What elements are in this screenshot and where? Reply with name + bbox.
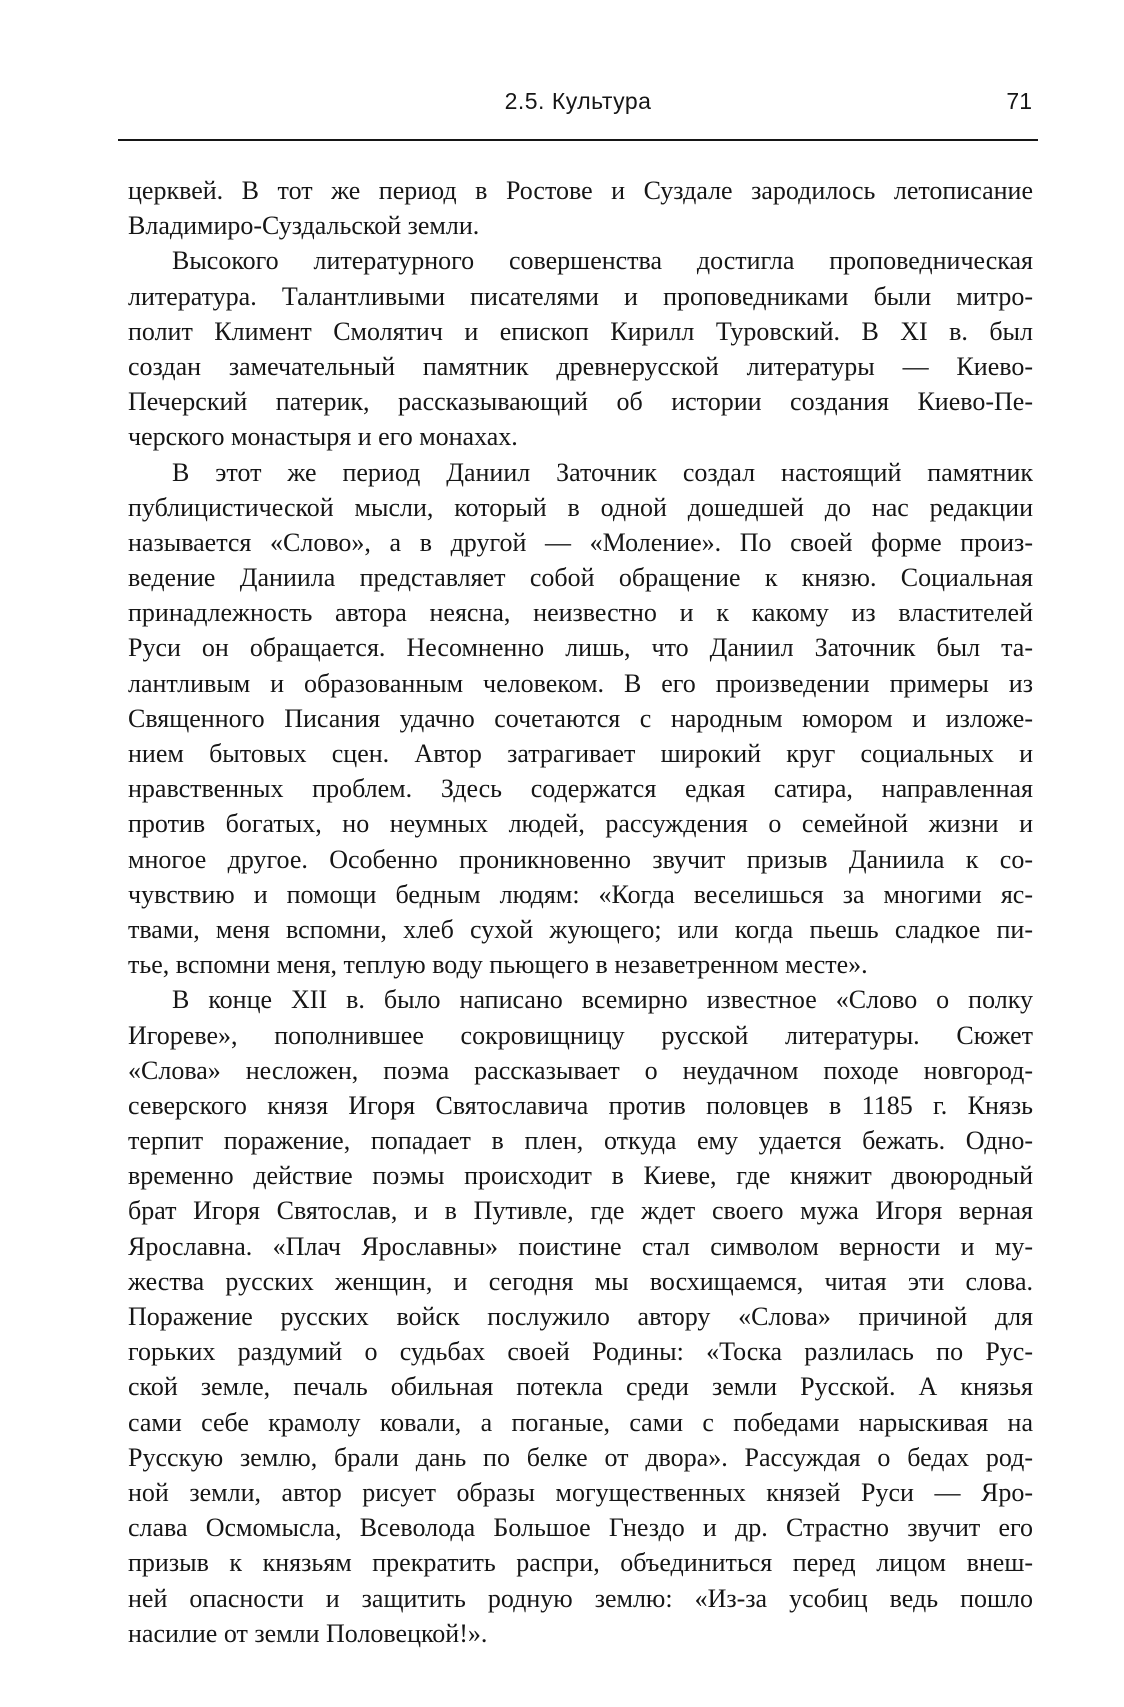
text-line: ной земли, автор рисует образы могущественных князей Руси — Яро-: [128, 1477, 1033, 1507]
text-line: северского князя Игоря Святославича против половцев в 1185 г. Князь: [128, 1090, 1033, 1120]
text-line: терпит поражение, попадает в плен, откуда ему удается бежать. Одно-: [128, 1126, 1033, 1156]
text-line: ведение Даниила представляет собой обращение к князю. Социальная: [128, 563, 1033, 593]
text-line: жества русских женщин, и сегодня мы восхищаемся, читая эти слова.: [128, 1266, 1033, 1296]
text-line: В конце XII в. было написано всемирно известное «Слово о полку: [172, 985, 1033, 1015]
text-line: церквей. В тот же период в Ростове и Суздале зародилось летописание: [128, 176, 1033, 205]
text-line: публицистической мысли, который в одной дошедшей до нас редакции: [128, 492, 1033, 522]
text-line: сами себе крамолу ковали, а поганые, сами с победами нарыскивая на: [128, 1407, 1033, 1437]
text-line: Поражение русских войск послужило автору «Слова» причиной для: [128, 1302, 1033, 1331]
text-line: Владимиро-Суздальской земли.: [128, 211, 480, 241]
text-line: горьких раздумий о судьбах своей Родины: «Тоска разлилась по Рус-: [128, 1337, 1033, 1367]
paragraph: [128, 982, 1033, 1651]
section-title: 2.5. Культура: [504, 88, 652, 114]
text-line: насилие от земли Половецкой!».: [128, 1618, 488, 1648]
text-line: полит Климент Смолятич и епископ Кирилл Туровский. В XI в. был: [128, 316, 1033, 346]
text-line: призыв к князьям прекратить распри, объединиться перед лицом внеш-: [128, 1548, 1033, 1578]
text-line: Печерский патерик, рассказывающий об истории создания Киево-Пе-: [128, 387, 1033, 417]
paragraph: [128, 455, 1033, 983]
text-line: «Слова» несложен, поэма рассказывает о неудачном походе новгород-: [128, 1055, 1033, 1085]
text-line: В этот же период Даниил Заточник создал настоящий памятник: [172, 457, 1033, 487]
text-line: временно действие поэмы происходит в Киеве, где княжит двоюродный: [128, 1161, 1033, 1191]
running-head: [118, 88, 1038, 128]
text-line: нравственных проблем. Здесь содержатся едкая сатира, направленная: [128, 774, 1033, 804]
text-line: Священного Писания удачно сочетаются с народным юмором и изложе-: [128, 703, 1033, 733]
text-line: многое другое. Особенно проникновенно звучит призыв Даниила к со-: [128, 844, 1033, 874]
text-line: лантливым и образованным человеком. В его произведении примеры из: [128, 668, 1033, 698]
text-line: Ярославна. «Плач Ярославны» поистине стал символом верности и му-: [128, 1231, 1033, 1261]
text-line: тье, вспомни меня, теплую воду пьющего в незаветренном месте».: [128, 950, 868, 980]
text-line: Руси он обращается. Несомненно лишь, что Даниил Заточник был та-: [128, 633, 1033, 663]
text-line: создан замечательный памятник древнерусской литературы — Киево-: [128, 351, 1033, 381]
text-line: чувствию и помощи бедным людям: «Когда веселишься за многими яс-: [128, 879, 1033, 909]
text-line: ской земле, печаль обильная потекла среди земли Русской. А князья: [128, 1372, 1033, 1402]
page-number: 71: [1006, 88, 1032, 114]
text-line: твами, меня вспомни, хлеб сухой жующего; или когда пьешь сладкое пи-: [128, 914, 1033, 944]
text-line: называется «Слово», а в другой — «Моление». По своей форме произ-: [128, 527, 1033, 557]
text-line: Игореве», пополнившее сокровищницу русской литературы. Сюжет: [128, 1020, 1033, 1050]
text-line: Русскую землю, брали дань по белке от двора». Рассуждая о бедах род-: [128, 1442, 1033, 1472]
text-line: литература. Талантливыми писателями и проповедниками были митро-: [128, 281, 1033, 311]
text-line: черского монастыря и его монахах.: [128, 422, 518, 452]
text-line: Высокого литературного совершенства достигла проповедническая: [172, 246, 1033, 276]
paragraph: [128, 173, 1033, 243]
text-line: слава Осмомысла, Всеволода Большое Гнездо и др. Страстно звучит его: [128, 1513, 1033, 1543]
text-line: нием бытовых сцен. Автор затрагивает широкий круг социальных и: [128, 739, 1033, 768]
text-line: против богатых, но неумных людей, рассуждения о семейной жизни и: [128, 809, 1033, 839]
text-line: брат Игоря Святослав, и в Путивле, где ждет своего мужа Игоря верная: [128, 1196, 1033, 1226]
text-line: принадлежность автора неясна, неизвестно и к какому из властителей: [128, 598, 1033, 628]
text-line: ней опасности и защитить родную землю: «Из-за усобиц ведь пошло: [128, 1583, 1033, 1613]
header-rule: [118, 139, 1038, 141]
body-text: [128, 173, 1033, 1651]
paragraph: [128, 243, 1033, 454]
